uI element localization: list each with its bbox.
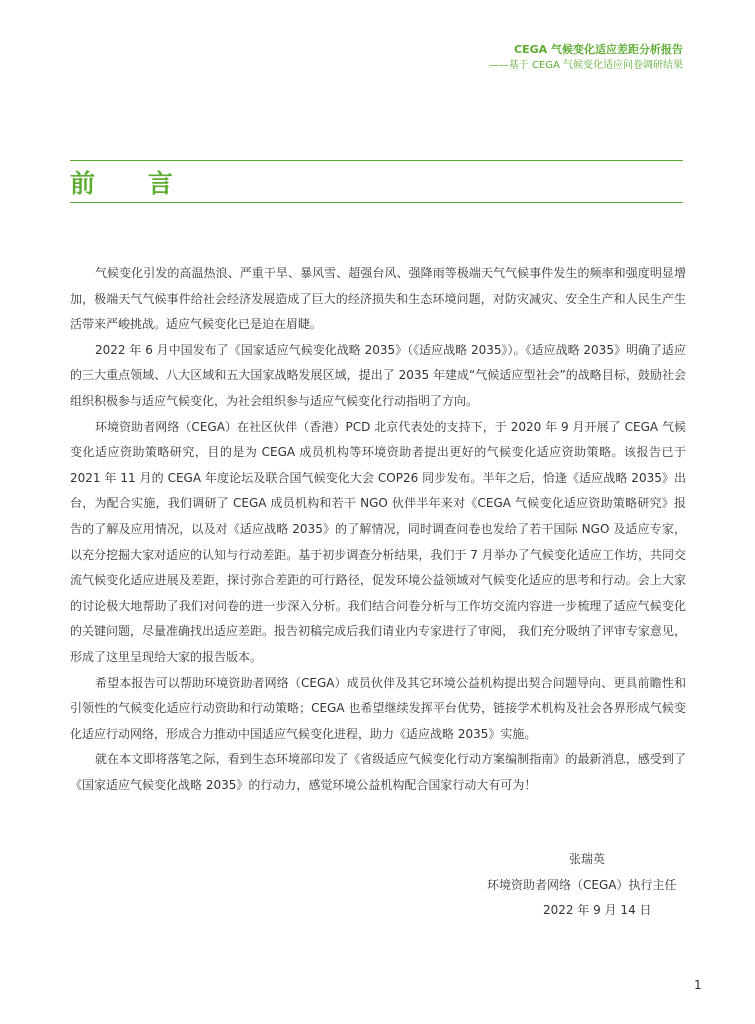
title-bottom-divider [70,202,683,203]
paragraph: 2022 年 6 月中国发布了《国家适应气候变化战略 2035》（《适应战略 2035》）。《适应战略 2035》明确了适应的三大重点领域、八大区域和五大国家战略发展区域，提出了 2035 年建成“气候适应型社会”的战略目标，鼓励社会组织积极参与适应气候变化，为社会组织参与适应气候变化行动指明了方向。 [70,342,686,408]
report-title: CEGA 气候变化适应差距分析报告 [514,43,683,56]
paragraph: 环境资助者网络（CEGA）在社区伙伴（香港）PCD 北京代表处的支持下，于 2020 年 9 月开展了 CEGA 气候变化适应资助策略研究，目的是为 CEGA 成员机构等环境资助者提出更好的气候变化适应资助策略。该报告已于 2021 年 11 月的 CEGA 年度论坛及联合国气候变化大会 COP26 同步发布。半年之后，恰逢《适应战略 2035》出台，为配合实施，我们调研了 CEGA 成员机构和若干 NGO 伙伴半年来对《CEGA 气候变化适应资助策略研究》报告的了解及应用情况，以及对《适应战略 2035》的了解情况，同时调查问卷也发给了若干国际 NGO 及适应专家，以充分挖掘大家对适应的认知与行动差距。基于初步调查分析结果，我们于 7 月举办了气候变化适应工作坊，共同交流气候变化适应进展及差距，探讨弥合差距的可行路径，促发环境公益领域对气候变化适应的思考和行动。会上大家的讨论极大地帮助了我们对问卷的进一步深入分析。我们结合问卷分析与工作坊交流内容进一步梳理了适应气候变化的关键问题，尽量准确找出适应差距。报告初稿完成后我们请业内专家进行了审阅， 我们充分吸纳了评审专家意见，形成了这里呈现给大家的报告版本。 [70,419,686,664]
title-top-divider [70,160,683,161]
signature-name: 张瑞英 [569,852,606,866]
report-subtitle: ——基于 CEGA 气候变化适应问卷调研结果 [488,60,683,71]
paragraph: 希望本报告可以帮助环境资助者网络（CEGA）成员伙伴及其它环境公益机构提出契合问题导向、更具前瞻性和引领性的气候变化适应行动资助和行动策略；CEGA 也希望继续发挥平台优势，链接学术机构及社会各界形成气候变化适应行动网络，形成合力推动中国适应气候变化进程，助力《适应战略 2035》实施。 [70,675,686,741]
preface-body [70,261,686,798]
page-number: 1 [694,978,702,992]
paragraph: 气候变化引发的高温热浪、严重干旱、暴风雪、超强台风、强降雨等极端天气气候事件发生的频率和强度明显增加，极端天气气候事件给社会经济发展造成了巨大的经济损失和生态环境问题，对防灾减灾、安全生产和人民生产生活带来严峻挑战。适应气候变化已是迫在眉睫。 [70,266,686,332]
signature-role: 环境资助者网络（CEGA）执行主任 [487,878,677,892]
signature-date: 2022 年 9 月 14 日 [543,903,652,917]
paragraph: 就在本文即将落笔之际，看到生态环境部印发了《省级适应气候变化行动方案编制指南》的最新消息，感受到了《国家适应气候变化战略 2035》的行动力，感觉环境公益机构配合国家行动大有可为！ [70,752,686,792]
page-title: 前 言 [70,169,195,198]
